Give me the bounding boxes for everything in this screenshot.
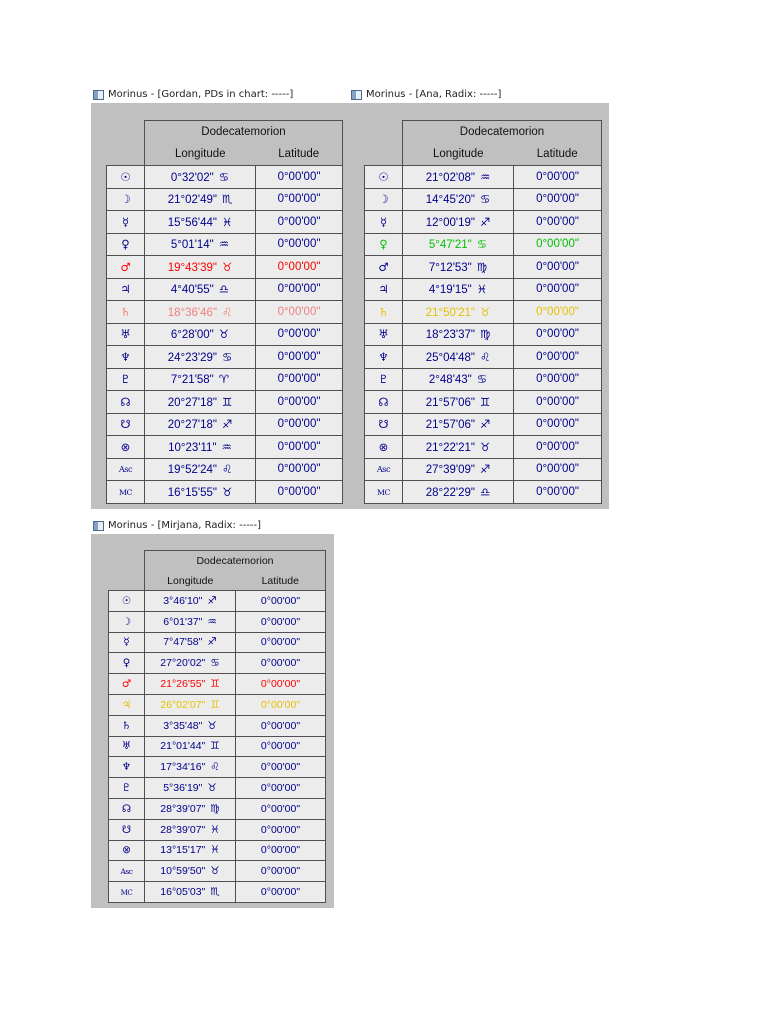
pluto-icon: ♇ [109, 778, 145, 799]
zodiac-sign-icon: ♒ [479, 169, 491, 184]
table-row [109, 778, 326, 799]
column-header-longitude: Longitude [145, 144, 256, 166]
latitude-cell: 0°00'00" [256, 188, 343, 211]
longitude-value: 5°01'14" [170, 239, 214, 252]
table-title: Dodecatemorion [403, 121, 602, 144]
longitude-value: 12°00'19" [425, 216, 475, 229]
zodiac-sign-icon: ♐ [207, 594, 217, 607]
midheaven-icon: MC [107, 481, 145, 504]
latitude-cell: 0°00'00" [256, 346, 343, 369]
latitude-cell: 0°00'00" [256, 233, 343, 256]
neptune-icon: ♆ [109, 757, 145, 778]
longitude-value: 25°04'48" [425, 351, 475, 364]
table-row [109, 611, 326, 632]
table-row [109, 840, 326, 861]
latitude-cell: 0°00'00" [236, 757, 326, 778]
latitude-cell: 0°00'00" [256, 166, 343, 189]
mercury-icon: ☿ [365, 211, 403, 234]
table-row [109, 674, 326, 695]
table-row [107, 436, 343, 459]
latitude-cell: 0°00'00" [256, 436, 343, 459]
table-row [107, 301, 343, 324]
latitude-cell: 0°00'00" [514, 481, 602, 504]
latitude-cell: 0°00'00" [514, 233, 602, 256]
table-row [365, 233, 602, 256]
window-gordan [91, 86, 350, 509]
longitude-value: 4°19'15" [428, 284, 472, 297]
zodiac-sign-icon: ♋ [218, 169, 230, 184]
zodiac-sign-icon: ♈ [218, 372, 230, 387]
table-row [107, 391, 343, 414]
south-node-icon: ☋ [365, 413, 403, 436]
moon-icon: ☽ [365, 188, 403, 211]
zodiac-sign-icon: ♐ [479, 462, 491, 477]
table-row [107, 278, 343, 301]
longitude-cell [145, 653, 236, 674]
table-row [365, 458, 602, 481]
longitude-cell [145, 715, 236, 736]
longitude-value: 28°39'07" [160, 823, 206, 836]
zodiac-sign-icon: ♒ [218, 237, 230, 252]
longitude-cell [145, 840, 236, 861]
longitude-cell [403, 256, 514, 279]
saturn-icon: ♄ [109, 715, 145, 736]
zodiac-sign-icon: ♍ [476, 259, 488, 274]
column-header-longitude: Longitude [145, 572, 236, 591]
latitude-cell: 0°00'00" [236, 591, 326, 612]
column-header-latitude: Latitude [236, 572, 326, 591]
longitude-value: 21°22'21" [425, 441, 475, 454]
latitude-cell: 0°00'00" [236, 778, 326, 799]
table-row [109, 715, 326, 736]
longitude-cell [403, 233, 514, 256]
zodiac-sign-icon: ♐ [479, 417, 491, 432]
longitude-cell [403, 481, 514, 504]
table-row [365, 413, 602, 436]
longitude-cell [403, 458, 514, 481]
longitude-cell [145, 798, 236, 819]
pluto-icon: ♇ [107, 368, 145, 391]
north-node-icon: ☊ [107, 391, 145, 414]
window-titlebar[interactable] [349, 86, 609, 104]
longitude-cell [403, 391, 514, 414]
mars-icon: ♂ [107, 256, 145, 279]
mars-icon: ♂ [365, 256, 403, 279]
zodiac-sign-icon: ♍ [479, 327, 491, 342]
app-icon [351, 90, 362, 100]
longitude-value: 21°50'21" [425, 306, 475, 319]
table-row [107, 188, 343, 211]
venus-icon: ♀ [365, 233, 403, 256]
longitude-cell [403, 368, 514, 391]
longitude-cell [403, 413, 514, 436]
longitude-value: 14°45'20" [425, 194, 475, 207]
sun-icon: ☉ [365, 166, 403, 189]
jupiter-icon: ♃ [365, 278, 403, 301]
latitude-cell: 0°00'00" [256, 391, 343, 414]
latitude-cell: 0°00'00" [236, 861, 326, 882]
table-row [107, 323, 343, 346]
zodiac-sign-icon: ♋ [476, 372, 488, 387]
latitude-cell: 0°00'00" [514, 413, 602, 436]
zodiac-sign-icon: ♓ [221, 214, 233, 229]
latitude-cell: 0°00'00" [256, 413, 343, 436]
longitude-cell [145, 861, 236, 882]
longitude-cell [145, 591, 236, 612]
longitude-cell [145, 188, 256, 211]
column-header-latitude: Latitude [256, 144, 343, 166]
latitude-cell: 0°00'00" [256, 278, 343, 301]
window-title: Morinus - [Gordan, PDs in chart: -----] [108, 89, 294, 100]
longitude-value: 17°34'16" [160, 761, 206, 774]
longitude-value: 24°23'29" [167, 351, 217, 364]
longitude-cell [145, 611, 236, 632]
latitude-cell: 0°00'00" [514, 391, 602, 414]
longitude-value: 21°02'08" [425, 171, 475, 184]
north-node-icon: ☊ [109, 798, 145, 819]
longitude-value: 19°43'39" [167, 261, 217, 274]
longitude-cell [145, 481, 256, 504]
south-node-icon: ☋ [109, 819, 145, 840]
longitude-cell [403, 346, 514, 369]
longitude-cell [403, 166, 514, 189]
longitude-cell [145, 346, 256, 369]
longitude-value: 28°22'29" [425, 486, 475, 499]
table-row [109, 882, 326, 903]
longitude-cell [145, 413, 256, 436]
longitude-value: 21°57'06" [425, 396, 475, 409]
sun-icon: ☉ [109, 591, 145, 612]
zodiac-sign-icon: ♉ [207, 719, 217, 732]
longitude-value: 27°20'02" [160, 657, 206, 670]
part-of-fortune-icon: ⊗ [109, 840, 145, 861]
mars-icon: ♂ [109, 674, 145, 695]
longitude-cell [145, 674, 236, 695]
latitude-cell: 0°00'00" [236, 674, 326, 695]
longitude-cell [145, 694, 236, 715]
longitude-cell [145, 233, 256, 256]
table-row [107, 368, 343, 391]
longitude-cell [145, 436, 256, 459]
table-row [365, 391, 602, 414]
longitude-cell [145, 757, 236, 778]
moon-icon: ☽ [107, 188, 145, 211]
table-row [365, 368, 602, 391]
ascendant-icon: Asc [107, 458, 145, 481]
table-row [107, 346, 343, 369]
longitude-value: 6°28'00" [170, 329, 214, 342]
zodiac-sign-icon: ♒ [207, 615, 217, 628]
table-row [365, 278, 602, 301]
midheaven-icon: MC [365, 481, 403, 504]
longitude-cell [145, 301, 256, 324]
latitude-cell: 0°00'00" [236, 653, 326, 674]
latitude-cell: 0°00'00" [236, 715, 326, 736]
table-row [107, 481, 343, 504]
longitude-value: 21°57'06" [425, 419, 475, 432]
saturn-icon: ♄ [365, 301, 403, 324]
table-title: Dodecatemorion [145, 121, 343, 144]
longitude-cell [145, 819, 236, 840]
window-title: Morinus - [Mirjana, Radix: -----] [108, 520, 262, 531]
table-row [365, 301, 602, 324]
neptune-icon: ♆ [107, 346, 145, 369]
pluto-icon: ♇ [365, 368, 403, 391]
longitude-cell [403, 323, 514, 346]
table-row [109, 591, 326, 612]
table-title: Dodecatemorion [145, 551, 326, 572]
zodiac-sign-icon: ♌ [221, 304, 233, 319]
neptune-icon: ♆ [365, 346, 403, 369]
longitude-value: 2°48'43" [428, 374, 472, 387]
latitude-cell: 0°00'00" [236, 840, 326, 861]
zodiac-sign-icon: ♉ [221, 259, 233, 274]
longitude-cell [145, 391, 256, 414]
zodiac-sign-icon: ♌ [479, 349, 491, 364]
latitude-cell: 0°00'00" [256, 368, 343, 391]
latitude-cell: 0°00'00" [256, 323, 343, 346]
longitude-cell [145, 778, 236, 799]
longitude-value: 10°23'11" [168, 441, 217, 454]
zodiac-sign-icon: ♌ [221, 462, 233, 477]
zodiac-sign-icon: ♊ [479, 394, 491, 409]
longitude-value: 21°26'55" [160, 678, 206, 691]
latitude-cell: 0°00'00" [514, 436, 602, 459]
zodiac-sign-icon: ♉ [210, 865, 220, 878]
zodiac-sign-icon: ♍ [210, 802, 220, 815]
table-row [109, 632, 326, 653]
table-row [109, 736, 326, 757]
longitude-cell [145, 278, 256, 301]
table-row [365, 346, 602, 369]
table-row [109, 757, 326, 778]
zodiac-sign-icon: ♊ [210, 678, 220, 691]
south-node-icon: ☋ [107, 413, 145, 436]
longitude-value: 20°27'18" [167, 396, 217, 409]
latitude-cell: 0°00'00" [514, 188, 602, 211]
dodecatemorion-table [106, 120, 343, 504]
longitude-value: 10°59'50" [160, 865, 206, 878]
zodiac-sign-icon: ♎ [479, 484, 491, 499]
longitude-cell [145, 632, 236, 653]
ascendant-icon: Asc [109, 861, 145, 882]
longitude-value: 16°05'03" [160, 886, 206, 899]
mercury-icon: ☿ [109, 632, 145, 653]
part-of-fortune-icon: ⊗ [107, 436, 145, 459]
zodiac-sign-icon: ♓ [210, 844, 220, 857]
zodiac-sign-icon: ♏ [221, 192, 233, 207]
zodiac-sign-icon: ♉ [221, 484, 233, 499]
venus-icon: ♀ [109, 653, 145, 674]
latitude-cell: 0°00'00" [236, 632, 326, 653]
zodiac-sign-icon: ♓ [476, 282, 488, 297]
column-header-latitude: Latitude [514, 144, 602, 166]
zodiac-sign-icon: ♏ [210, 886, 220, 899]
latitude-cell: 0°00'00" [236, 819, 326, 840]
latitude-cell: 0°00'00" [514, 458, 602, 481]
zodiac-sign-icon: ♓ [210, 823, 220, 836]
jupiter-icon: ♃ [109, 694, 145, 715]
zodiac-sign-icon: ♒ [221, 439, 232, 454]
window-ana [349, 86, 609, 509]
uranus-icon: ♅ [109, 736, 145, 757]
longitude-value: 27°39'09" [425, 464, 475, 477]
latitude-cell: 0°00'00" [514, 166, 602, 189]
latitude-cell: 0°00'00" [514, 211, 602, 234]
latitude-cell: 0°00'00" [256, 301, 343, 324]
longitude-value: 20°27'18" [167, 419, 217, 432]
table-row [107, 256, 343, 279]
zodiac-sign-icon: ♋ [479, 192, 491, 207]
window-titlebar[interactable] [91, 86, 350, 104]
longitude-cell [145, 882, 236, 903]
zodiac-sign-icon: ♐ [207, 636, 217, 649]
zodiac-sign-icon: ♉ [207, 782, 217, 795]
zodiac-sign-icon: ♋ [221, 349, 233, 364]
longitude-value: 28°39'07" [160, 802, 206, 815]
app-icon [93, 521, 104, 531]
longitude-value: 0°32'02" [170, 171, 214, 184]
latitude-cell: 0°00'00" [256, 481, 343, 504]
latitude-cell: 0°00'00" [514, 278, 602, 301]
table-row [107, 166, 343, 189]
latitude-cell: 0°00'00" [514, 323, 602, 346]
part-of-fortune-icon: ⊗ [365, 436, 403, 459]
longitude-value: 21°02'49" [167, 194, 217, 207]
table-row [109, 819, 326, 840]
table-row [107, 413, 343, 436]
zodiac-sign-icon: ♉ [218, 327, 230, 342]
zodiac-sign-icon: ♐ [221, 417, 233, 432]
longitude-cell [145, 458, 256, 481]
latitude-cell: 0°00'00" [236, 882, 326, 903]
dodecatemorion-table [108, 550, 326, 903]
longitude-cell [403, 301, 514, 324]
longitude-cell [145, 166, 256, 189]
longitude-cell [145, 211, 256, 234]
venus-icon: ♀ [107, 233, 145, 256]
longitude-value: 7°21'58" [170, 374, 214, 387]
table-row [365, 436, 602, 459]
longitude-cell [403, 188, 514, 211]
longitude-value: 18°23'37" [425, 329, 475, 342]
longitude-cell [145, 256, 256, 279]
longitude-value: 7°12'53" [428, 261, 472, 274]
uranus-icon: ♅ [107, 323, 145, 346]
table-row [109, 798, 326, 819]
latitude-cell: 0°00'00" [236, 611, 326, 632]
longitude-value: 7°47'58" [163, 636, 203, 649]
longitude-value: 19°52'24" [167, 464, 217, 477]
zodiac-sign-icon: ♊ [210, 698, 220, 711]
longitude-cell [145, 368, 256, 391]
longitude-value: 5°47'21" [428, 239, 472, 252]
window-title: Morinus - [Ana, Radix: -----] [366, 89, 502, 100]
zodiac-sign-icon: ♊ [210, 740, 220, 753]
table-row [109, 861, 326, 882]
zodiac-sign-icon: ♉ [479, 304, 491, 319]
table-row [365, 166, 602, 189]
table-row [109, 694, 326, 715]
longitude-value: 3°35'48" [163, 719, 203, 732]
window-mirjana [91, 517, 334, 908]
latitude-cell: 0°00'00" [236, 736, 326, 757]
longitude-value: 21°01'44" [160, 740, 206, 753]
longitude-value: 18°36'46" [167, 306, 217, 319]
table-row [107, 458, 343, 481]
zodiac-sign-icon: ♎ [218, 282, 230, 297]
longitude-value: 15°56'44" [167, 216, 217, 229]
midheaven-icon: MC [109, 882, 145, 903]
longitude-value: 26°02'07" [160, 698, 206, 711]
table-row [365, 188, 602, 211]
latitude-cell: 0°00'00" [514, 256, 602, 279]
table-row [107, 233, 343, 256]
longitude-cell [403, 211, 514, 234]
longitude-value: 13°15'17" [160, 844, 206, 857]
longitude-cell [403, 278, 514, 301]
longitude-cell [403, 436, 514, 459]
longitude-value: 6°01'37" [163, 615, 203, 628]
sun-icon: ☉ [107, 166, 145, 189]
table-row [109, 653, 326, 674]
table-row [107, 211, 343, 234]
table-row [365, 481, 602, 504]
latitude-cell: 0°00'00" [514, 346, 602, 369]
table-row [365, 256, 602, 279]
jupiter-icon: ♃ [107, 278, 145, 301]
latitude-cell: 0°00'00" [514, 368, 602, 391]
zodiac-sign-icon: ♊ [221, 394, 233, 409]
longitude-value: 16°15'55" [167, 486, 217, 499]
zodiac-sign-icon: ♐ [479, 214, 491, 229]
longitude-cell [145, 736, 236, 757]
dodecatemorion-table [364, 120, 602, 504]
zodiac-sign-icon: ♋ [476, 237, 488, 252]
latitude-cell: 0°00'00" [256, 256, 343, 279]
app-icon [93, 90, 104, 100]
saturn-icon: ♄ [107, 301, 145, 324]
longitude-cell [145, 323, 256, 346]
longitude-value: 5°36'19" [163, 782, 203, 795]
zodiac-sign-icon: ♌ [210, 761, 220, 774]
longitude-value: 3°46'10" [163, 594, 203, 607]
zodiac-sign-icon: ♉ [479, 439, 491, 454]
column-header-longitude: Longitude [403, 144, 514, 166]
latitude-cell: 0°00'00" [236, 798, 326, 819]
latitude-cell: 0°00'00" [256, 458, 343, 481]
mercury-icon: ☿ [107, 211, 145, 234]
latitude-cell: 0°00'00" [256, 211, 343, 234]
latitude-cell: 0°00'00" [514, 301, 602, 324]
north-node-icon: ☊ [365, 391, 403, 414]
window-titlebar[interactable] [91, 517, 334, 535]
ascendant-icon: Asc [365, 458, 403, 481]
latitude-cell: 0°00'00" [236, 694, 326, 715]
moon-icon: ☽ [109, 611, 145, 632]
zodiac-sign-icon: ♋ [210, 657, 220, 670]
table-row [365, 211, 602, 234]
table-row [365, 323, 602, 346]
uranus-icon: ♅ [365, 323, 403, 346]
longitude-value: 4°40'55" [170, 284, 214, 297]
